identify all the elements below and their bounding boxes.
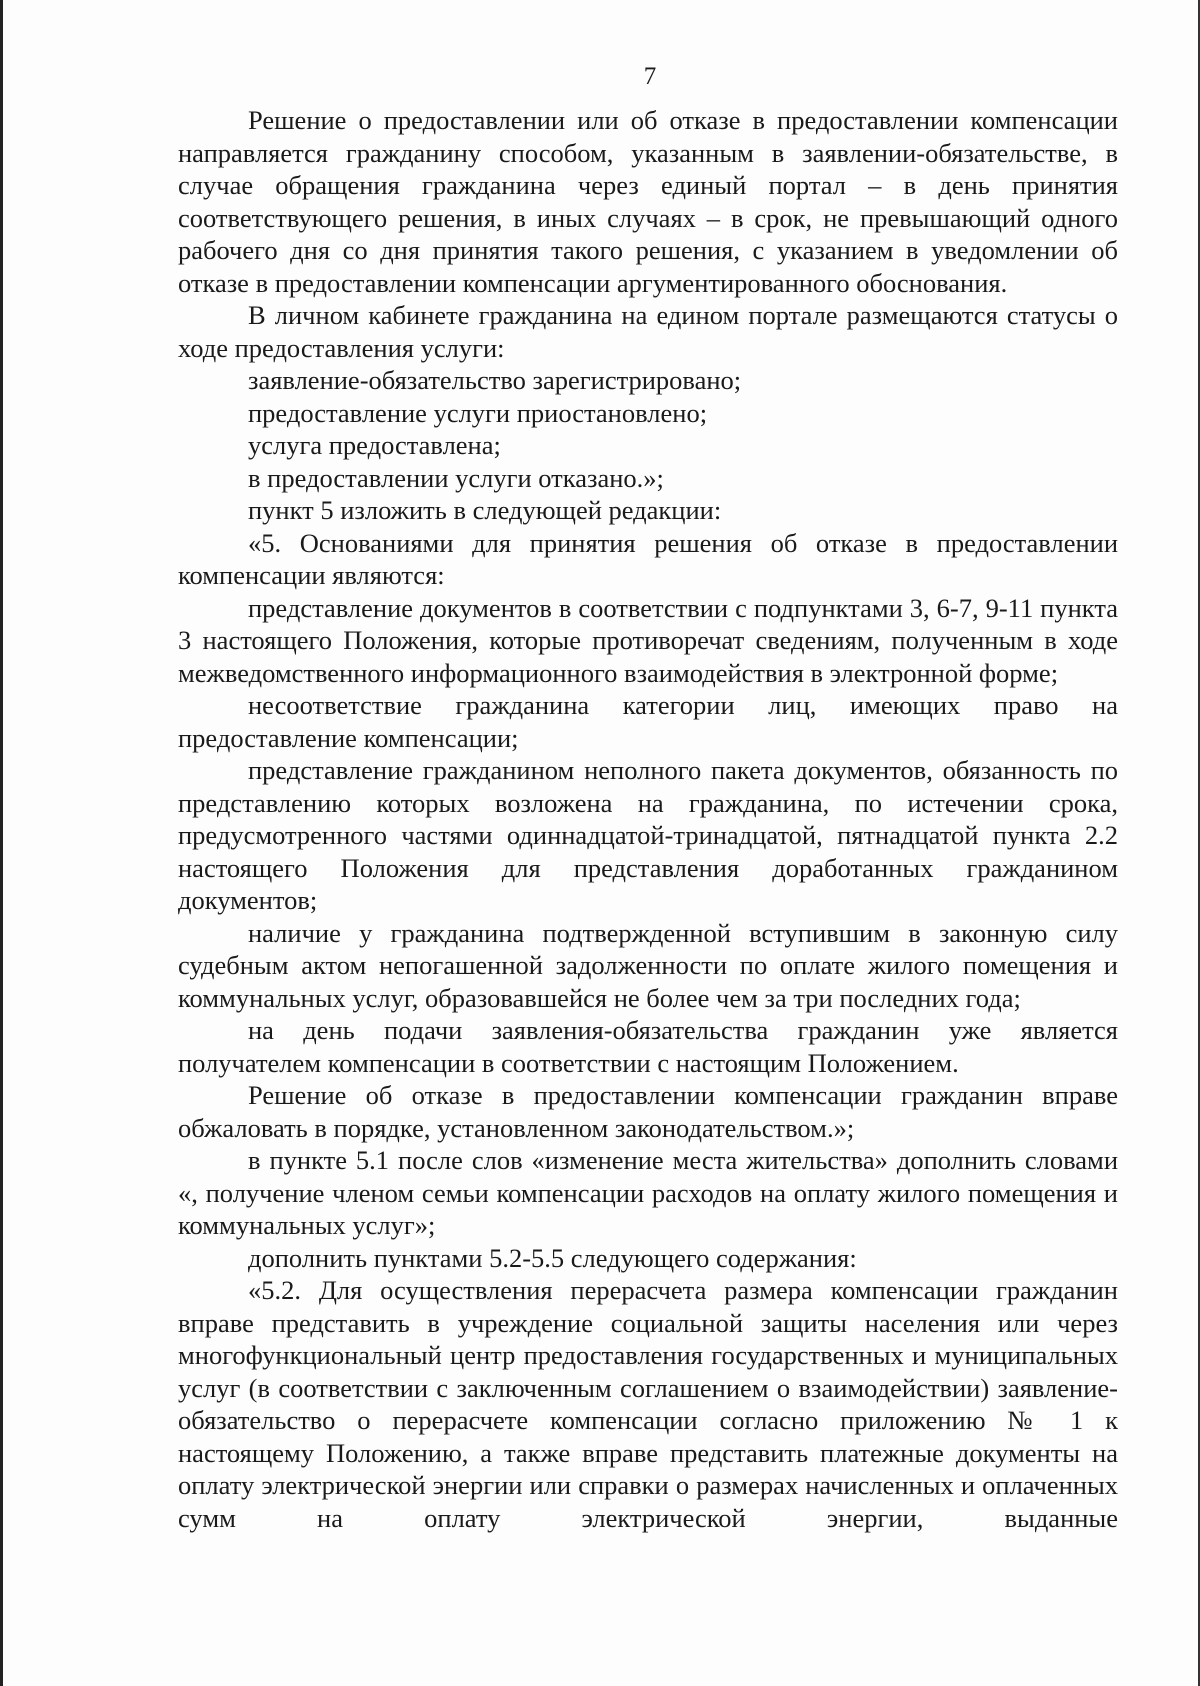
- paragraph: дополнить пунктами 5.2-5.5 следующего содержания:: [248, 1242, 857, 1273]
- paragraph: представление гражданином неполного пакета документов, обязанность по представлению которых возложена на гражданина, по истечении срока, предусмотренного частями одиннадцатой-тринадцатой, пятнадцатой пункта 2.2 настоящего Положения для представления доработанных гражданином документов;: [178, 755, 1118, 915]
- scan-edge-left: [0, 0, 3, 1686]
- paragraph: на день подачи заявления-обязательства гражданин уже является получателем компенсации в соответствии с настоящим Положением.: [178, 1015, 1118, 1078]
- paragraph: представление документов в соответствии с подпунктами 3, 6-7, 9-11 пункта 3 настоящего Положения, которые противоречат сведениям, полученным в ходе межведомственного информационного взаимодействия в электронной форме;: [178, 592, 1118, 688]
- page-number: 7: [643, 63, 657, 90]
- paragraph: несоответствие гражданина категории лиц, имеющих право на предоставление компенсации;: [178, 690, 1118, 753]
- document-body: [178, 104, 1118, 1534]
- paragraph: в пункте 5.1 после слов «изменение места жительства» дополнить словами «, получение членом семьи компенсации расходов на оплату жилого помещения и коммунальных услуг»;: [178, 1145, 1118, 1240]
- paragraph: заявление-обязательство зарегистрировано;: [248, 365, 742, 395]
- paragraph: услуга предоставлена;: [248, 430, 501, 460]
- paragraph: наличие у гражданина подтвержденной вступившим в законную силу судебным актом непогашенной задолженности по оплате жилого помещения и коммунальных услуг, образовавшейся не более чем за три последних года;: [178, 917, 1118, 1013]
- paragraph: в предоставлении услуги отказано.»;: [248, 462, 664, 493]
- paragraph: Решение об отказе в предоставлении компенсации гражданин вправе обжаловать в порядке, установленном законодательством.»;: [178, 1080, 1118, 1143]
- paragraph: предоставление услуги приостановлено;: [248, 397, 708, 428]
- paragraph: Решение о предоставлении или об отказе в предоставлении компенсации направляется гражданину способом, указанным в заявлении-обязательстве, в случае обращения гражданина через единый портал – в день принятия соответствующего решения, в иных случаях – в срок, не превышающий одного рабочего дня со дня принятия такого решения, с указанием в уведомлении об отказе в предоставлении компенсации аргументированного обоснования.: [178, 105, 1118, 298]
- paragraph: пункт 5 изложить в следующей редакции:: [248, 495, 722, 525]
- paragraph: В личном кабинете гражданина на едином портале размещаются статусы о ходе предоставления услуги:: [178, 300, 1118, 363]
- paragraph: «5.2. Для осуществления перерасчета размера компенсации гражданин вправе представить в учреждение социальной защиты населения или через многофункциональный центр предоставления государственных и муниципальных услуг (в соответствии с заключенным соглашением о взаимодействии) заявление-обязательство о перерасчете компенсации согласно приложению № 1 к настоящему Положению, а также вправе представить платежные документы на оплату электрической энергии или справки о размерах начисленных и оплаченных сумм на оплату электрической энергии, выданные: [178, 1275, 1118, 1533]
- paragraph: «5. Основаниями для принятия решения об отказе в предоставлении компенсации являются:: [178, 527, 1118, 590]
